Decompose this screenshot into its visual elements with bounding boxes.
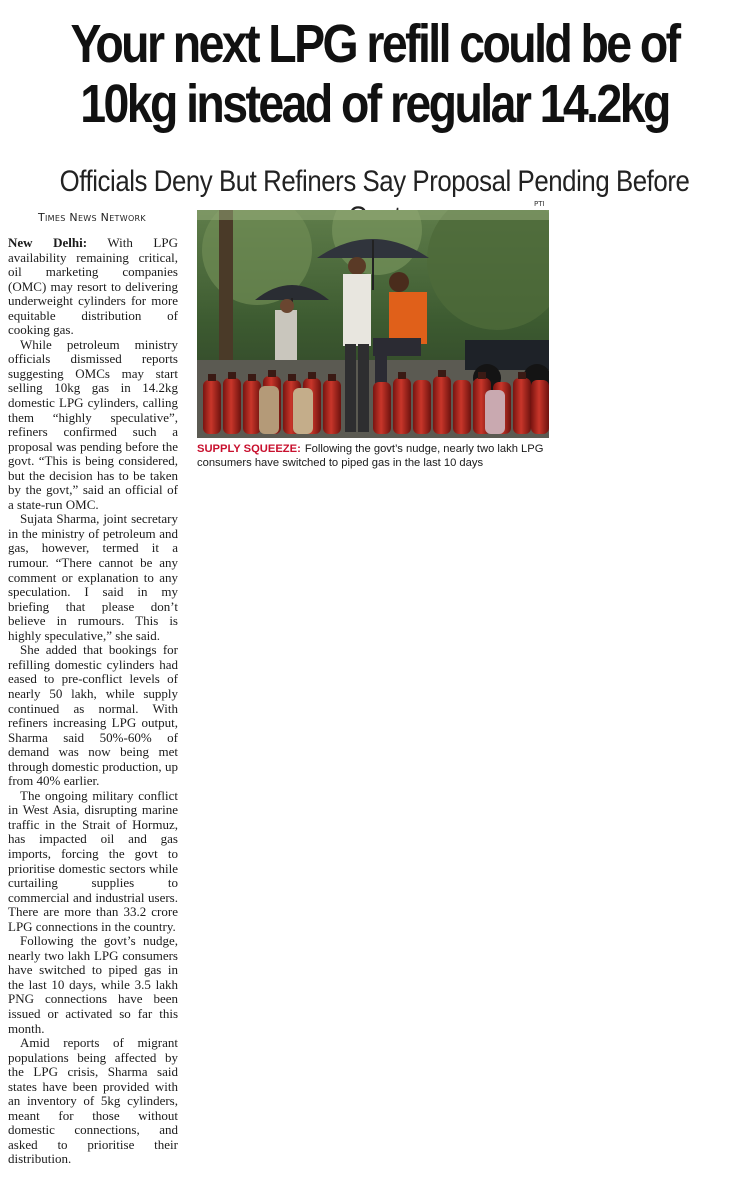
article-paragraph: The ongoing military conflict in West Asia, disrupting marine traffic in the Strait of Hormuz, has impacted oil and gas imports, forcing the govt to prioritise domestic sectors while curtailing supplies to commercial and industrial users. There are more than 33.2 crore LPG connections in the country. <box>8 787 178 934</box>
article-paragraph: Following the govt’s nudge, nearly two lakh LPG consumers have switched to piped gas in the last 10 days, while 3.5 lakh PNG connections have been issued or activated so far this month. <box>8 933 178 1036</box>
article-paragraph <box>8 236 178 338</box>
paragraph-text: With LPG availability remaining critical, oil marketing companies (OMC) may resort to delivering underweight cylinders for more equitable distribution of cooking gas. <box>8 236 178 338</box>
byline: Times News Network <box>38 211 146 224</box>
article-body <box>8 236 178 1194</box>
article-paragraph: She added that bookings for refilling domestic cylinders had eased to pre-conflict levels of nearly 50 lakh, while supply continued as normal. With refiners increasing LPG output, Sharma said 50%-60% of demand was now being met through domestic production, up from 40% earlier. <box>8 642 178 789</box>
photo-credit: PTI <box>534 200 545 208</box>
news-photo <box>197 210 549 438</box>
photo-illustration <box>197 210 549 438</box>
caption-text: Following the govt’s nudge, nearly two lakh LPG consumers have switched to piped gas in the last 10 days <box>197 443 544 469</box>
article-paragraph: Amid reports of migrant populations being affected by the LPG crisis, Sharma said states have been provided with an inventory of 5kg cylinders, meant for those without domestic connections, and asked to prioritise their distribution. <box>8 1035 178 1167</box>
article-paragraph: Sujata Sharma, joint secretary in the ministry of petroleum and gas, however, termed it a rumour. “There cannot be any comment or explanation to any speculation. I said in my briefing that please don’t believe in rumours. This is highly speculative,” she said. <box>8 511 178 643</box>
headline-line-1: Your next LPG refill could be of <box>70 14 679 74</box>
subheadline: Officials Deny But Refiners Say Proposal Pending Before <box>59 165 690 198</box>
headline-line-2: 10kg instead of regular 14.2kg <box>80 74 669 134</box>
photo-caption <box>197 442 557 470</box>
caption-label: SUPPLY SQUEEZE: <box>197 443 301 455</box>
headline <box>56 14 693 134</box>
article-paragraph: While petroleum ministry officials dismissed reports suggesting OMCs may start selling 10kg gas in 14.2kg domestic LPG cylinders, calling them “highly speculative”, refiners confirmed such a proposal was pending before the govt. “This is being considered, but the decision has to be taken by the govt,” said an official of a state-run OMC. <box>8 336 178 512</box>
dateline: New Delhi: <box>8 236 88 250</box>
